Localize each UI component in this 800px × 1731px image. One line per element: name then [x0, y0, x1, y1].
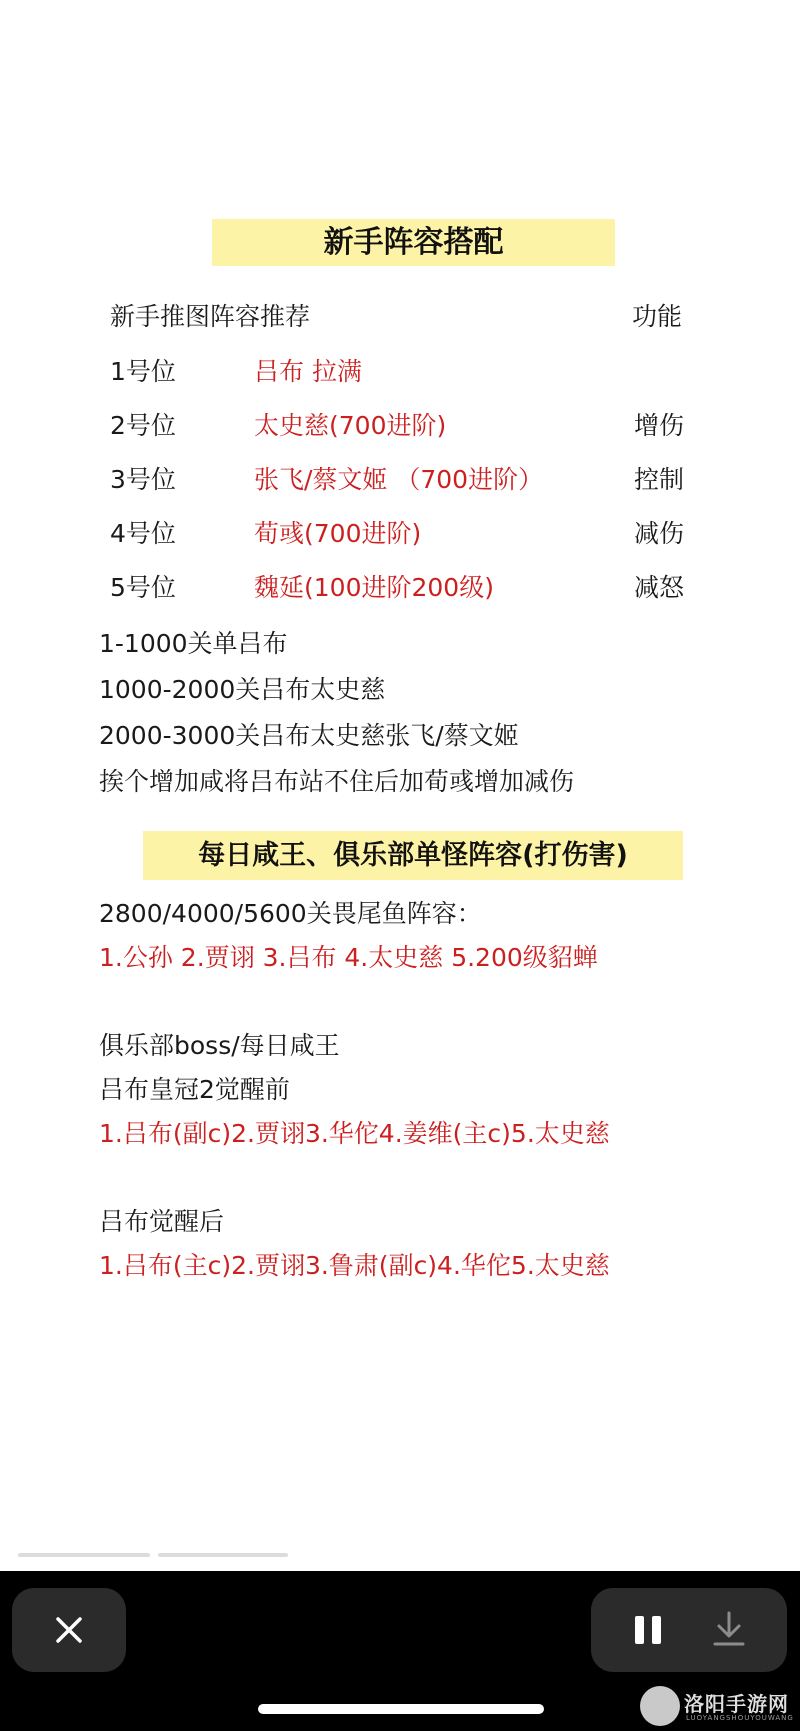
pause-button[interactable]	[635, 1616, 661, 1644]
slot-heroes: 吕布 拉满	[254, 357, 362, 386]
progress-note: 2000-3000关吕布太史慈张飞/蔡文姬	[99, 721, 519, 750]
stage-lineup: 1.公孙 2.贾诩 3.吕布 4.太史慈 5.200级貂蝉	[99, 943, 598, 972]
club-boss-label: 俱乐部boss/每日咸王	[99, 1031, 340, 1060]
slot-label: 3号位	[110, 465, 176, 494]
watermark-logo-icon	[640, 1686, 680, 1726]
progress-note: 1000-2000关吕布太史慈	[99, 675, 386, 704]
slot-label: 1号位	[110, 357, 176, 386]
watermark	[640, 1684, 798, 1730]
slot-label: 4号位	[110, 519, 176, 548]
slot-heroes: 张飞/蔡文姬 （700进阶）	[254, 465, 544, 494]
slot-role: 减伤	[634, 519, 685, 548]
viewer-toolbar	[0, 1571, 800, 1731]
before-awaken-label: 吕布皇冠2觉醒前	[99, 1075, 290, 1104]
function-label: 功能	[632, 302, 683, 331]
recommend-label: 新手推图阵容推荐	[110, 302, 311, 331]
slot-role: 减怒	[634, 573, 685, 602]
slot-heroes: 魏延(100进阶200级)	[254, 573, 494, 602]
slot-label: 2号位	[110, 411, 176, 440]
pause-icon	[635, 1616, 644, 1644]
section-heading-beginner: 新手阵容搭配	[212, 219, 615, 266]
download-icon[interactable]	[712, 1610, 746, 1648]
media-controls	[591, 1588, 787, 1672]
watermark-text: 洛阳手游网	[684, 1692, 789, 1716]
after-awaken-lineup: 1.吕布(主c)2.贾诩3.鲁肃(副c)4.华佗5.太史慈	[99, 1251, 610, 1280]
watermark-subtext: LUOYANGSHOUYOUWANG	[686, 1714, 794, 1722]
progress-note: 1-1000关单吕布	[99, 629, 288, 658]
before-awaken-lineup: 1.吕布(副c)2.贾诩3.华佗4.姜维(主c)5.太史慈	[99, 1119, 610, 1148]
slot-role: 增伤	[634, 411, 685, 440]
slot-heroes: 荀彧(700进阶)	[254, 519, 422, 548]
page-scroll-indicator[interactable]	[0, 1553, 800, 1557]
slot-label: 5号位	[110, 573, 176, 602]
home-indicator[interactable]	[258, 1704, 544, 1714]
close-icon	[54, 1615, 84, 1645]
slot-heroes: 太史慈(700进阶)	[254, 411, 447, 440]
close-button[interactable]	[12, 1588, 126, 1672]
progress-note: 挨个增加咸将吕布站不住后加荀彧增加减伤	[99, 767, 575, 796]
slot-role: 控制	[634, 465, 685, 494]
stage-lineup-label: 2800/4000/5600关畏尾鱼阵容：	[99, 899, 482, 928]
section-heading-daily-boss: 每日咸王、俱乐部单怪阵容(打伤害)	[143, 831, 683, 880]
after-awaken-label: 吕布觉醒后	[99, 1207, 225, 1236]
